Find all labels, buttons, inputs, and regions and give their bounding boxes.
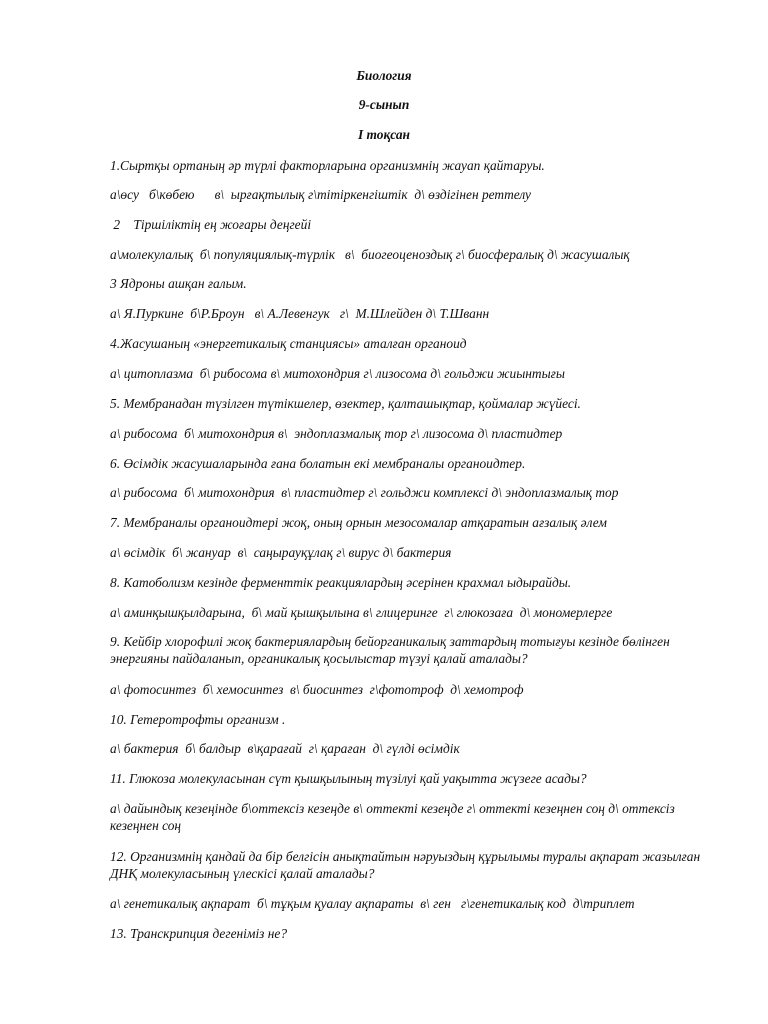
answers-10: а\ бактерия б\ балдыр в\қарағай г\ қараған д\ гүлді өсімдік xyxy=(110,741,460,756)
answers-6: а\ рибосома б\ митохондрия в\ пластидтер г\ гольджи комплексі д\ эндоплазмалық тор xyxy=(110,485,619,500)
answers-12: а\ генетикалық ақпарат б\ тұқым қуалау ақпараты в\ ген г\генетикалық код д\триплет xyxy=(110,896,635,911)
term-heading: І тоқсан xyxy=(357,127,410,142)
question-7: 7. Мембраналы органоидтері жоқ, оның орнын мезосомалар атқаратын ағзалық әлем xyxy=(110,515,607,530)
answers-7: а\ өсімдік б\ жануар в\ саңырауқұлақ г\ вирус д\ бактерия xyxy=(110,545,452,560)
question-11: 11. Глюкоза молекуласынан сүт қышқылының түзілуі қай уақытта жүзеге асады? xyxy=(110,771,587,786)
question-3: 3 Ядроны ашқан ғалым. xyxy=(110,276,247,291)
question-4: 4.Жасушаның «энергетикалық станциясы» аталған органоид xyxy=(110,336,467,351)
document-title: Биология xyxy=(356,68,412,83)
answers-8: а\ аминқышқылдарына, б\ май қышқылына в\ глицеринге г\ глюкозаға д\ мономерлерге xyxy=(110,605,613,620)
answers-11: а\ дайындық кезеңінде б\оттексіз кезеңде в\ оттекті кезеңде г\ оттекті кезеңнен соң д\ оттексіз кезеңнен соң xyxy=(110,801,675,833)
grade-heading: 9-сынып xyxy=(358,97,410,112)
question-12: 12. Организмнің қандай да бір белгісін анықтайтын нәруыздың құрылымы туралы ақпарат жазылған ДНҚ молекуласының үлескісі қалай аталады? xyxy=(110,849,701,881)
question-10: 10. Гетеротрофты организм . xyxy=(110,712,286,727)
answers-1: а\өсу б\көбею в\ ырғақтылық г\тітіркенгіштік д\ өздігінен реттелу xyxy=(110,187,531,202)
question-9: 9. Кейбір хлорофилі жоқ бактериялардың бейорганикалық заттардың тотығуы кезінде бөлінген энергияны пайдаланып, органикалық қосылыстар түзуі қалай аталады? xyxy=(110,634,670,666)
answers-3: а\ Я.Пуркине б\Р.Броун в\ А.Левенгук г\ М.Шлейден д\ Т.Шванн xyxy=(110,306,490,321)
answers-5: а\ рибосома б\ митохондрия в\ эндоплазмалық тор г\ лизосома д\ пластидтер xyxy=(110,426,563,441)
answers-2: а\молекулалық б\ популяциялық-түрлік в\ биогеоценоздық г\ биосфералық д\ жасушалық xyxy=(110,247,630,262)
question-5: 5. Мембранадан түзілген түтікшелер, өзектер, қалташықтар, қоймалар жүйесі. xyxy=(110,396,581,411)
question-8: 8. Катоболизм кезінде ферменттік реакциялардың әсерінен крахмал ыдырайды. xyxy=(110,575,572,590)
question-2: 2 Тіршіліктің ең жоғары деңгейі xyxy=(110,217,312,232)
question-1: 1.Сыртқы ортаның әр түрлі факторларына организмнің жауап қайтаруы. xyxy=(110,158,545,173)
question-6: 6. Өсімдік жасушаларында ғана болатын екі мембраналы органоидтер. xyxy=(110,456,526,471)
answers-9: а\ фотосинтез б\ хемосинтез в\ биосинтез г\фототроф д\ хемотроф xyxy=(110,682,524,697)
question-13: 13. Транскрипция дегеніміз не? xyxy=(110,926,288,941)
answers-4: а\ цитоплазма б\ рибосома в\ митохондрия г\ лизосома д\ гольджи жиынтығы xyxy=(110,366,565,381)
